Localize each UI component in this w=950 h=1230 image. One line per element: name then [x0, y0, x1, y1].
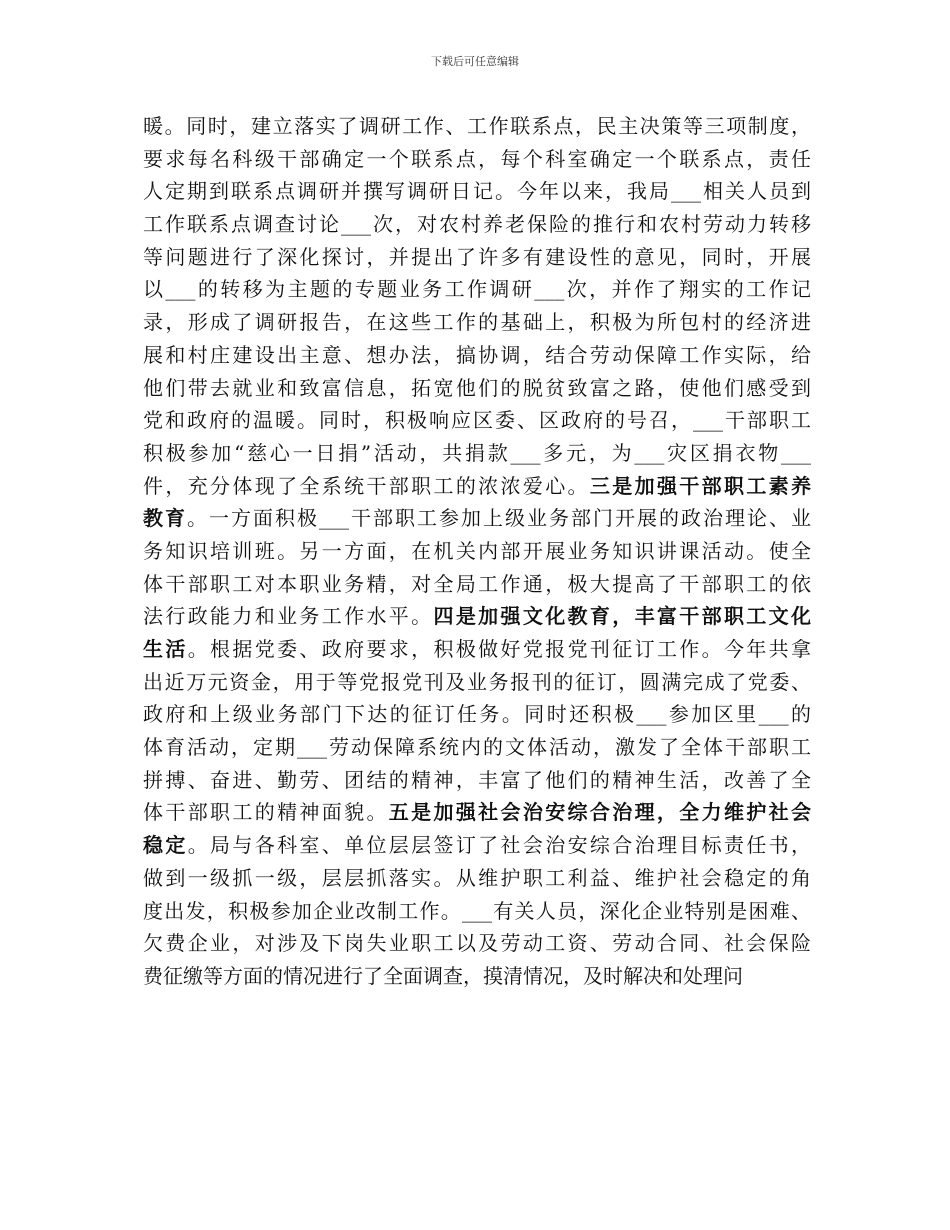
text-line: [143, 110, 811, 143]
text-line: [143, 698, 811, 731]
body-text: 等问题进行了深化探讨，并提出了许多有建设性的意见，同时，开展: [143, 244, 811, 269]
body-text: 展和村庄建设出主意、想办法，搞协调，结合劳动保障工作实际，给: [143, 342, 811, 367]
text-line: [143, 764, 811, 797]
body-text: 他们带去就业和致富信息，拓宽他们的脱贫致富之路，使他们感受到: [143, 375, 811, 400]
body-text: 。根据党委、政府要求，积极做好党报党刊征订工作。今年共拿: [187, 637, 812, 661]
body-text: 要求每名科级干部确定一个联系点，每个科室确定一个联系点，责任: [143, 146, 811, 171]
text-line: [143, 960, 811, 993]
body-text: 件，充分体现了全系统干部职工的浓浓爱心。: [143, 473, 590, 498]
bold-heading-text: 三是加强干部职工素养: [589, 473, 812, 498]
text-line: [143, 600, 811, 633]
body-text: 做到一级抓一级，层层抓落实。从维护职工利益、维护社会稳定的角: [143, 865, 811, 890]
text-line: [143, 927, 811, 960]
body-text: 法行政能力和业务工作水平。: [143, 604, 434, 629]
body-text: 出近万元资金，用于等党报党刊及业务报刊的征订，圆满完成了党委、: [143, 669, 811, 694]
body-text: 党和政府的温暖。同时，积极响应区委、区政府的号召，___干部职工: [143, 408, 811, 433]
page-header: 下载后可任意编辑: [431, 55, 519, 68]
body-text: 暖。同时，建立落实了调研工作、工作联系点，民主决策等三项制度，: [143, 114, 811, 138]
bold-heading-text: 四是加强文化教育，丰富干部职工文化: [433, 604, 812, 629]
body-text: 工作联系点调查讨论___次，对农村养老保险的推行和农村劳动力转移: [143, 212, 811, 237]
text-line: [143, 568, 811, 601]
text-line: [143, 829, 811, 862]
text-line: [143, 470, 811, 503]
text-line: [143, 372, 811, 405]
text-line: [143, 796, 811, 829]
body-text: 务知识培训班。另一方面，在机关内部开展业务知识讲课活动。使全: [143, 538, 811, 563]
body-text: 政府和上级业务部门下达的征订任务。同时还积极___参加区里___的: [143, 702, 811, 727]
text-line: [143, 175, 811, 208]
text-line: [143, 535, 811, 568]
text-line: [143, 731, 811, 764]
body-text: 欠费企业，对涉及下岗失业职工以及劳动工资、劳动合同、社会保险: [143, 931, 811, 956]
text-line: [143, 404, 811, 437]
body-text: 费征缴等方面的情况进行了全面调查，摸清情况，及时解决和处理问: [143, 963, 743, 988]
body-text: 。一方面积极___干部职工参加上级业务部门开展的政治理论、业: [187, 506, 811, 531]
bold-heading-text: 稳定: [143, 833, 188, 858]
text-line: [143, 143, 811, 176]
body-text: 积极参加“慈心一日捐”活动，共捐款___多元，为___灾区捐衣物___: [143, 440, 811, 465]
body-text: 录，形成了调研报告，在这些工作的基础上，积极为所包村的经济进: [143, 310, 811, 335]
text-line: [143, 502, 811, 535]
body-text: 度出发，积极参加企业改制工作。___有关人员，深化企业特别是困难、: [143, 898, 811, 923]
body-text: 。局与各科室、单位层层签订了社会治安综合治理目标责任书，: [187, 833, 812, 858]
text-line: [143, 273, 811, 306]
text-line: [143, 895, 811, 928]
body-text: 体育活动，定期___劳动保障系统内的文体活动，激发了全体干部职工: [143, 735, 811, 760]
bold-heading-text: 五是加强社会治安综合治理，全力维护社会: [388, 800, 812, 825]
body-text: 体干部职工对本职业务精，对全局工作通，极大提高了干部职工的依: [143, 571, 811, 596]
text-line: [143, 862, 811, 895]
bold-heading-text: 生活: [143, 637, 188, 661]
text-line: [143, 339, 811, 372]
text-line: [143, 633, 811, 666]
bold-heading-text: 教育: [143, 506, 187, 531]
text-line: [143, 208, 811, 241]
body-text: 体干部职工的精神面貌。: [143, 800, 389, 825]
text-line: [143, 666, 811, 699]
body-text: 人定期到联系点调研并撰写调研日记。今年以来，我局___相关人员到: [143, 179, 811, 204]
text-line: [143, 241, 811, 274]
text-line: [143, 437, 811, 470]
body-text: 以___的转移为主题的专题业务工作调研___次，并作了翔实的工作记: [143, 277, 811, 302]
body-text: 拼搏、奋进、勤劳、团结的精神，丰富了他们的精神生活，改善了全: [143, 767, 811, 792]
text-line: [143, 306, 811, 339]
document-body: [143, 110, 811, 993]
